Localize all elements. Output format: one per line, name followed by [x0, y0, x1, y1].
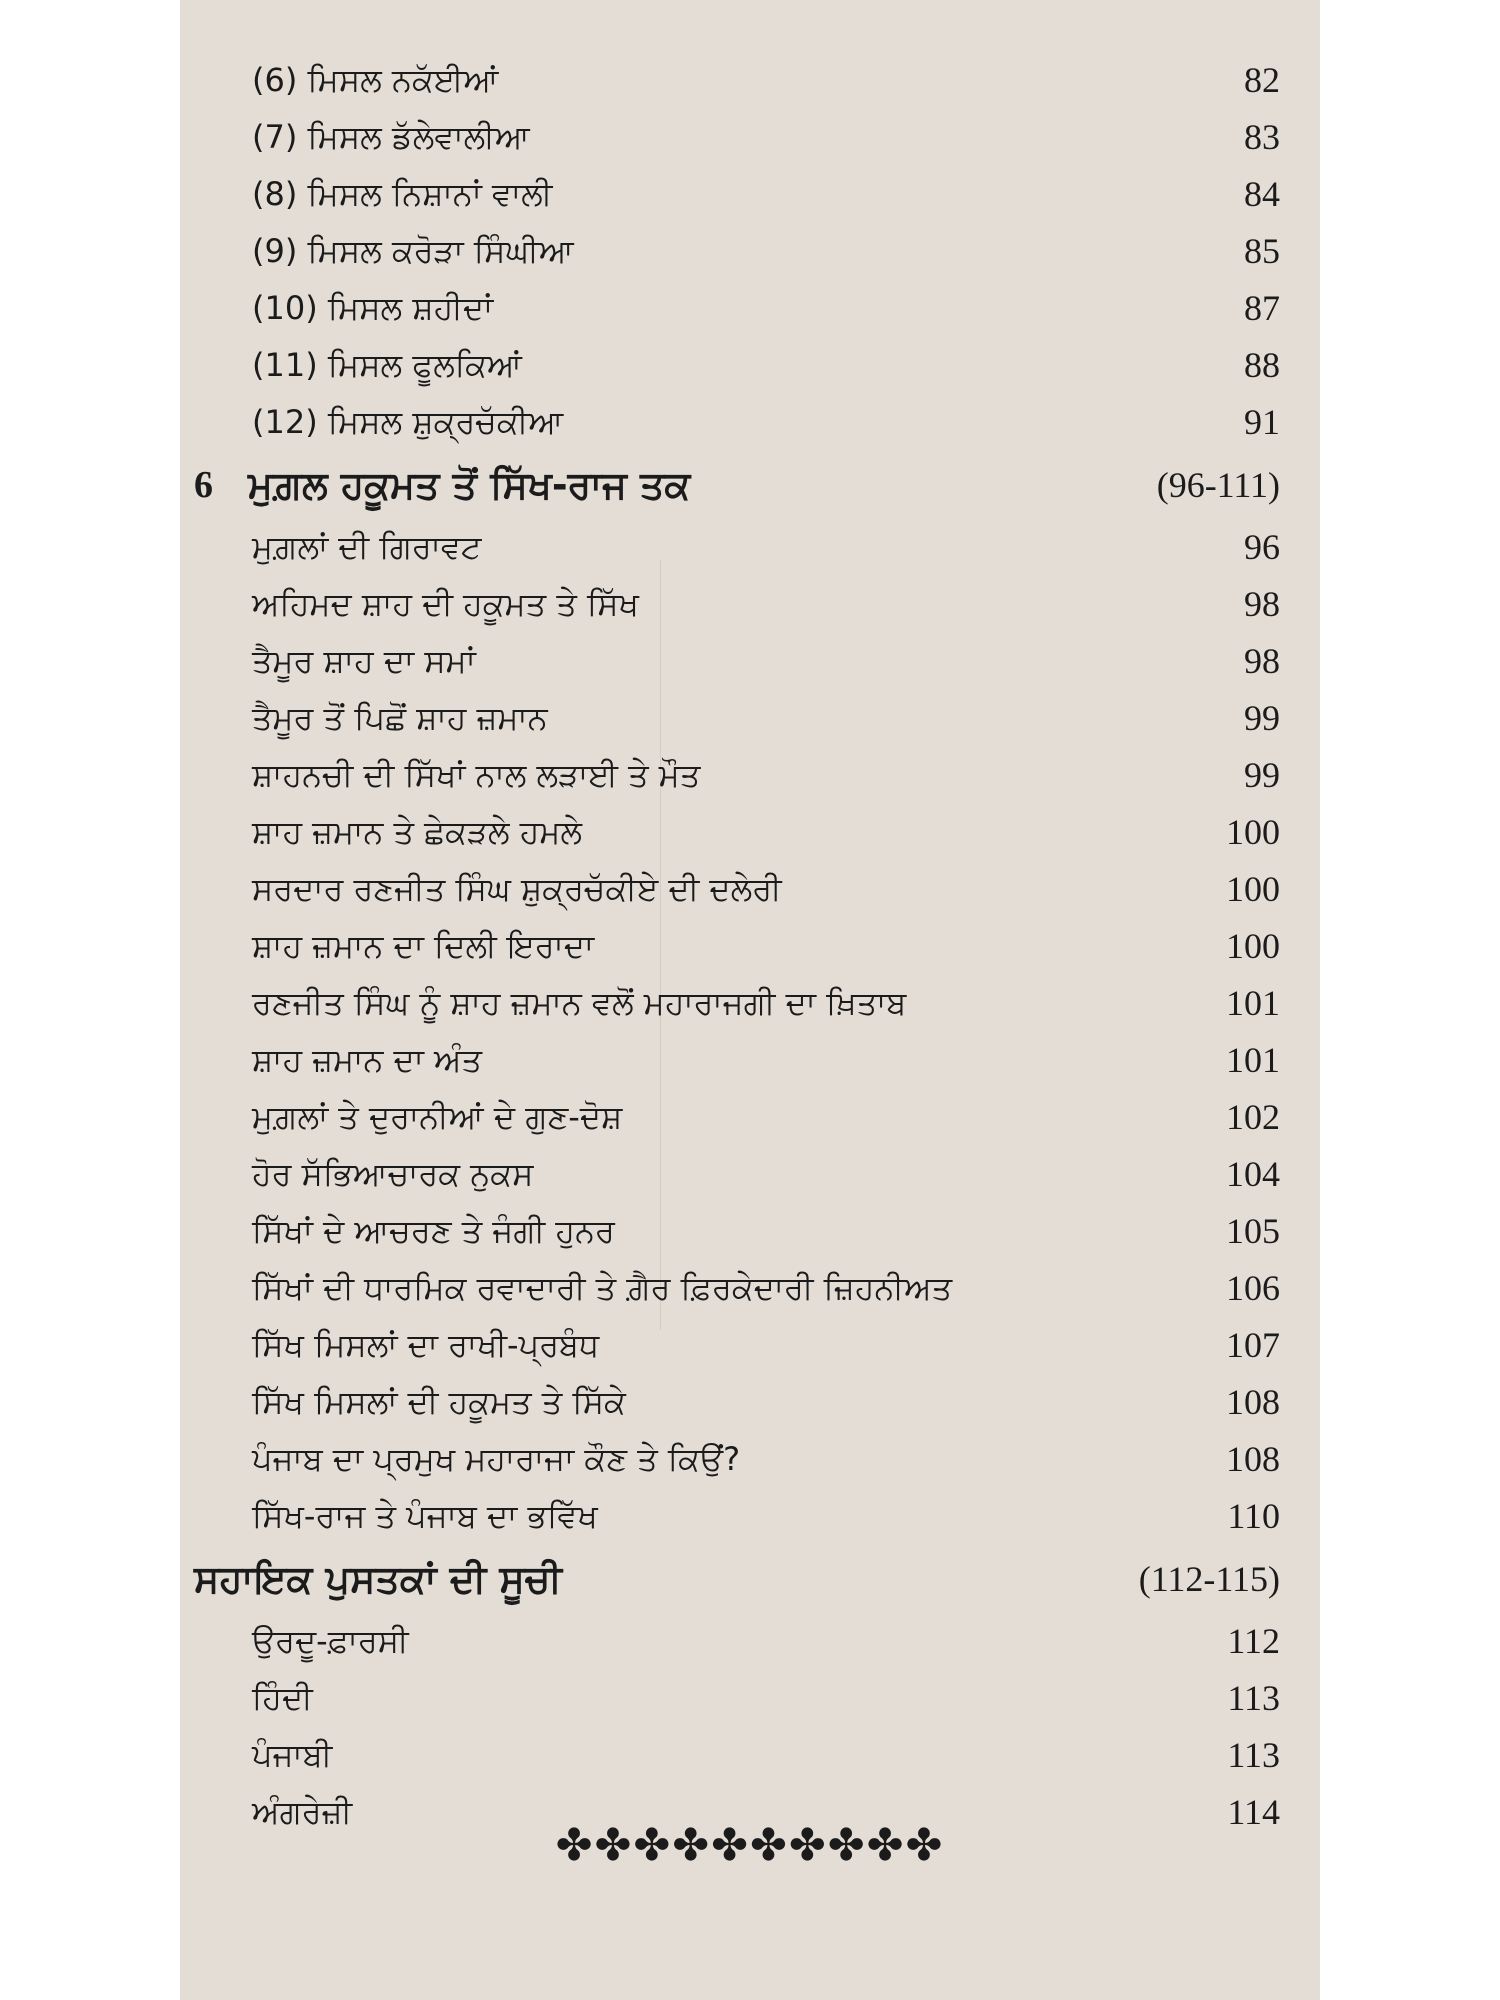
chapter-title: ਮੁਗ਼ਲ ਹਕੂਮਤ ਤੋਂ ਸਿੱਖ-ਰਾਜ ਤਕ: [248, 463, 691, 507]
toc-entry-label: ਉਰਦੂ-ਫ਼ਾਰਸੀ: [252, 1622, 409, 1660]
toc-entry-page: 100: [1226, 926, 1280, 966]
toc-entry-page: 82: [1244, 60, 1280, 100]
toc-entry-page: 106: [1226, 1268, 1280, 1308]
toc-entry-label: ਸਰਦਾਰ ਰਣਜੀਤ ਸਿੰਘ ਸ਼ੁਕ੍ਰਚੱਕੀਏ ਦੀ ਦਲੇਰੀ: [252, 870, 782, 908]
toc-entry-label: ਸਿੱਖਾਂ ਦੀ ਧਾਰਮਿਕ ਰਵਾਦਾਰੀ ਤੇ ਗ਼ੈਰ ਫ਼ਿਰਕੇਦਾਰੀ ਜ਼ਿਹਨੀਅਤ: [252, 1269, 953, 1307]
toc-entry-page: 110: [1227, 1496, 1280, 1536]
toc-entry-label: (6) ਮਿਸਲ ਨਕੱਈਆਂ: [252, 61, 499, 99]
toc-entry-page: 99: [1244, 698, 1280, 738]
bibliography-page-range: (112-115): [1138, 1559, 1280, 1599]
toc-entry-label: ਸ਼ਾਹ ਜ਼ਮਾਨ ਦਾ ਅੰਤ: [252, 1041, 483, 1079]
toc-entry-label: ਸ਼ਾਹ ਜ਼ਮਾਨ ਤੇ ਛੇਕੜਲੇ ਹਮਲੇ: [252, 813, 583, 851]
toc-entry-label: (12) ਮਿਸਲ ਸ਼ੁਕ੍ਰਚੱਕੀਆ: [252, 403, 564, 441]
toc-entry: [180, 1317, 1320, 1374]
toc-entry-page: 114: [1227, 1792, 1280, 1832]
toc-entry-label: ਸਿੱਖਾਂ ਦੇ ਆਚਰਣ ਤੇ ਜੰਗੀ ਹੁਨਰ: [252, 1212, 615, 1250]
toc-entry-page: 85: [1244, 231, 1280, 271]
toc-entry: [180, 918, 1320, 975]
book-page: [180, 0, 1320, 2000]
toc-entry: [180, 1260, 1320, 1317]
toc-entry: [180, 519, 1320, 576]
toc-entry-label: ਪੰਜਾਬ ਦਾ ਪ੍ਰਮੁਖ ਮਹਾਰਾਜਾ ਕੌਣ ਤੇ ਕਿਉਂ?: [252, 1440, 741, 1478]
toc-entry-page: 107: [1226, 1325, 1280, 1365]
toc-entry-page: 108: [1226, 1382, 1280, 1422]
toc-entry-page: 104: [1226, 1154, 1280, 1194]
toc-entry-label: (8) ਮਿਸਲ ਨਿਸ਼ਾਨਾਂ ਵਾਲੀ: [252, 175, 553, 213]
toc-entry-page: 101: [1226, 983, 1280, 1023]
toc-entry-page: 83: [1244, 117, 1280, 157]
toc-entry: [180, 1727, 1320, 1784]
toc-entry-page: 98: [1244, 584, 1280, 624]
toc-entry-label: ਸਿੱਖ-ਰਾਜ ਤੇ ਪੰਜਾਬ ਦਾ ਭਵਿੱਖ: [252, 1497, 598, 1535]
toc-entry-page: 100: [1226, 869, 1280, 909]
toc-entry-page: 108: [1226, 1439, 1280, 1479]
toc-entry-page: 101: [1226, 1040, 1280, 1080]
toc-entry-label: ਹੋਰ ਸੱਭਿਆਚਾਰਕ ਨੁਕਸ: [252, 1155, 534, 1193]
toc-entry-page: 102: [1226, 1097, 1280, 1137]
toc-entry-page: 91: [1244, 402, 1280, 442]
toc-entry: [180, 1203, 1320, 1260]
toc-entry: [180, 633, 1320, 690]
toc-entry: [180, 804, 1320, 861]
toc-entry: [180, 1374, 1320, 1431]
toc-entry-label: (9) ਮਿਸਲ ਕਰੋੜਾ ਸਿੰਘੀਆ: [252, 232, 574, 270]
toc-entry-page: 105: [1226, 1211, 1280, 1251]
toc-entry: [180, 576, 1320, 633]
toc-entry-page: 113: [1227, 1678, 1280, 1718]
toc-entry: [180, 280, 1320, 337]
decorative-ornament: ✤✤✤✤✤✤✤✤✤✤: [555, 1820, 945, 1871]
toc-entry-label: ਸ਼ਾਹ ਜ਼ਮਾਨ ਦਾ ਦਿਲੀ ਇਰਾਦਾ: [252, 927, 595, 965]
toc-entry: [180, 861, 1320, 918]
toc-entry-page: 100: [1226, 812, 1280, 852]
chapter-heading: [180, 451, 1320, 519]
bibliography-title: ਸਹਾਇਕ ਪੁਸਤਕਾਂ ਦੀ ਸੂਚੀ: [194, 1557, 562, 1601]
toc-entry: [180, 1488, 1320, 1545]
toc-entry: [180, 52, 1320, 109]
toc-entry-page: 88: [1244, 345, 1280, 385]
toc-entry-page: 99: [1244, 755, 1280, 795]
toc-entry-page: 113: [1227, 1735, 1280, 1775]
toc-entry-label: ਪੰਜਾਬੀ: [252, 1736, 333, 1774]
chapter-page-range: (96-111): [1156, 465, 1280, 505]
toc-entry-label: ਸ਼ਾਹਨਚੀ ਦੀ ਸਿੱਖਾਂ ਨਾਲ ਲੜਾਈ ਤੇ ਮੌਤ: [252, 756, 701, 794]
toc-entry-page: 87: [1244, 288, 1280, 328]
toc-entry-page: 98: [1244, 641, 1280, 681]
toc-entry-page: 112: [1227, 1621, 1280, 1661]
toc-entry-label: ਰਣਜੀਤ ਸਿੰਘ ਨੂੰ ਸ਼ਾਹ ਜ਼ਮਾਨ ਵਲੋਂ ਮਹਾਰਾਜਗੀ ਦਾ ਖ਼ਿਤਾਬ: [252, 984, 907, 1022]
chapter-number: 6: [194, 464, 213, 506]
toc-entry: [180, 690, 1320, 747]
toc-entry: [180, 1431, 1320, 1488]
toc-entry: [180, 1032, 1320, 1089]
toc-entry-label: (10) ਮਿਸਲ ਸ਼ਹੀਦਾਂ: [252, 289, 494, 327]
toc-entry-label: ਅਹਿਮਦ ਸ਼ਾਹ ਦੀ ਹਕੂਮਤ ਤੇ ਸਿੱਖ: [252, 585, 639, 623]
toc-entry-label: ਮੁਗ਼ਲਾਂ ਦੀ ਗਿਰਾਵਟ: [252, 528, 482, 566]
toc-entry-label: (11) ਮਿਸਲ ਫੂਲਕਿਆਂ: [252, 346, 522, 384]
toc-entry: [180, 1613, 1320, 1670]
toc-entry: [180, 166, 1320, 223]
toc-entry: [180, 394, 1320, 451]
toc-entry-label: (7) ਮਿਸਲ ਡੱਲੇਵਾਲੀਆ: [252, 118, 530, 156]
toc-entry: [180, 1089, 1320, 1146]
table-of-contents: [180, 52, 1320, 1841]
toc-entry-label: ਸਿੱਖ ਮਿਸਲਾਂ ਦੀ ਹਕੂਮਤ ਤੇ ਸਿੱਕੇ: [252, 1383, 626, 1421]
toc-entry-page: 96: [1244, 527, 1280, 567]
toc-entry-label: ਹਿੰਦੀ: [252, 1679, 313, 1717]
toc-entry: [180, 223, 1320, 280]
toc-entry-label: ਤੈਮੂਰ ਸ਼ਾਹ ਦਾ ਸਮਾਂ: [252, 642, 476, 680]
bibliography-heading: [180, 1545, 1320, 1613]
toc-entry: [180, 1146, 1320, 1203]
toc-entry: [180, 747, 1320, 804]
toc-entry-label: ਸਿੱਖ ਮਿਸਲਾਂ ਦਾ ਰਾਖੀ-ਪ੍ਰਬੰਧ: [252, 1326, 600, 1364]
toc-entry: [180, 337, 1320, 394]
toc-entry: [180, 975, 1320, 1032]
toc-entry-label: ਅੰਗਰੇਜ਼ੀ: [252, 1793, 353, 1831]
toc-entry-label: ਤੈਮੂਰ ਤੋਂ ਪਿਛੋਂ ਸ਼ਾਹ ਜ਼ਮਾਨ: [252, 699, 548, 737]
toc-entry-label: ਮੁਗ਼ਲਾਂ ਤੇ ਦੁਰਾਨੀਆਂ ਦੇ ਗੁਣ-ਦੋਸ਼: [252, 1098, 623, 1136]
toc-entry-page: 84: [1244, 174, 1280, 214]
toc-entry: [180, 1670, 1320, 1727]
toc-entry: [180, 109, 1320, 166]
